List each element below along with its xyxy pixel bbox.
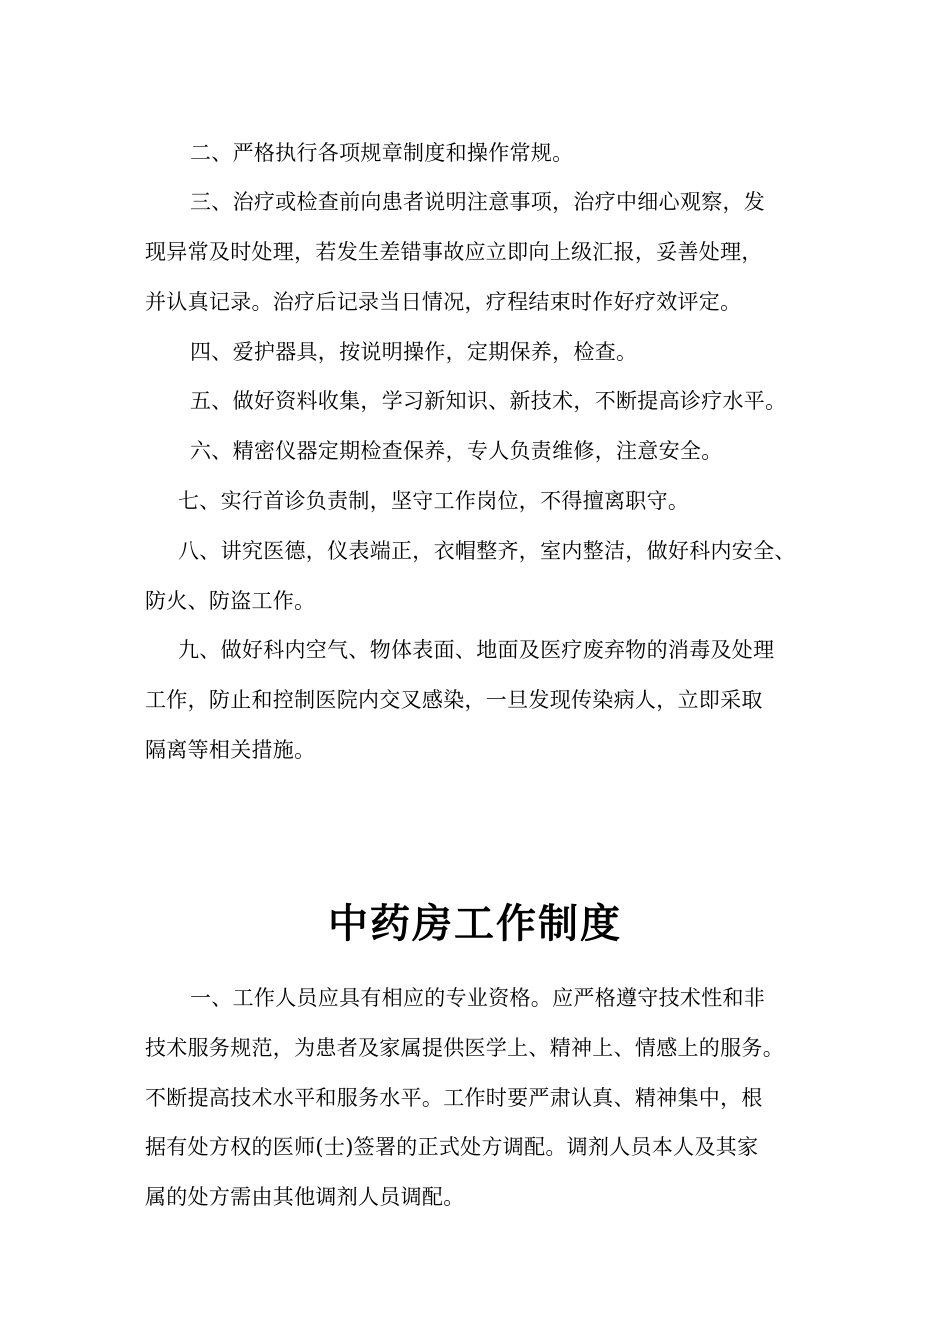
paragraph-line: 一、工作人员应具有相应的专业资格。应严格遵守技术性和非	[190, 986, 766, 1010]
paragraph-line: 并认真记录。治疗后记录当日情况，疗程结束时作好疗效评定。	[145, 290, 742, 314]
paragraph-line: 五、做好资料收集，学习新知识、新技术，不断提高诊疗水平。	[190, 389, 787, 413]
paragraph-line: 八、讲究医德，仪表端正，衣帽整齐，室内整洁，做好科内安全、	[178, 539, 796, 563]
paragraph-line: 二、严格执行各项规章制度和操作常规。	[190, 141, 574, 165]
paragraph-line: 四、爱护器具，按说明操作，定期保养，检查。	[190, 340, 638, 364]
paragraph-line: 三、治疗或检查前向患者说明注意事项，治疗中细心观察，发	[190, 190, 766, 214]
paragraph-line: 隔离等相关措施。	[145, 738, 316, 762]
paragraph-line: 技术服务规范，为患者及家属提供医学上、精神上、情感上的服务。	[145, 1036, 784, 1060]
paragraph-line: 九、做好科内空气、物体表面、地面及医疗废弃物的消毒及处理	[178, 638, 775, 662]
paragraph-line: 工作，防止和控制医院内交叉感染，一旦发现传染病人，立即采取	[145, 688, 763, 712]
paragraph-line: 不断提高技术水平和服务水平。工作时要严肃认真、精神集中，根	[145, 1086, 763, 1110]
paragraph-line: 七、实行首诊负责制，坚守工作岗位，不得擅离职守。	[178, 489, 690, 513]
paragraph-line: 六、精密仪器定期检查保养，专人负责维修，注意安全。	[190, 439, 723, 463]
paragraph-line: 防火、防盗工作。	[145, 589, 316, 613]
section-title: 中药房工作制度	[328, 900, 622, 947]
paragraph-line: 据有处方权的医师(士)签署的正式处方调配。调剂人员本人及其家	[145, 1135, 759, 1159]
paragraph-line: 属的处方需由其他调剂人员调配。	[145, 1185, 465, 1209]
paragraph-line: 现异常及时处理，若发生差错事故应立即向上级汇报，妥善处理，	[145, 240, 763, 264]
